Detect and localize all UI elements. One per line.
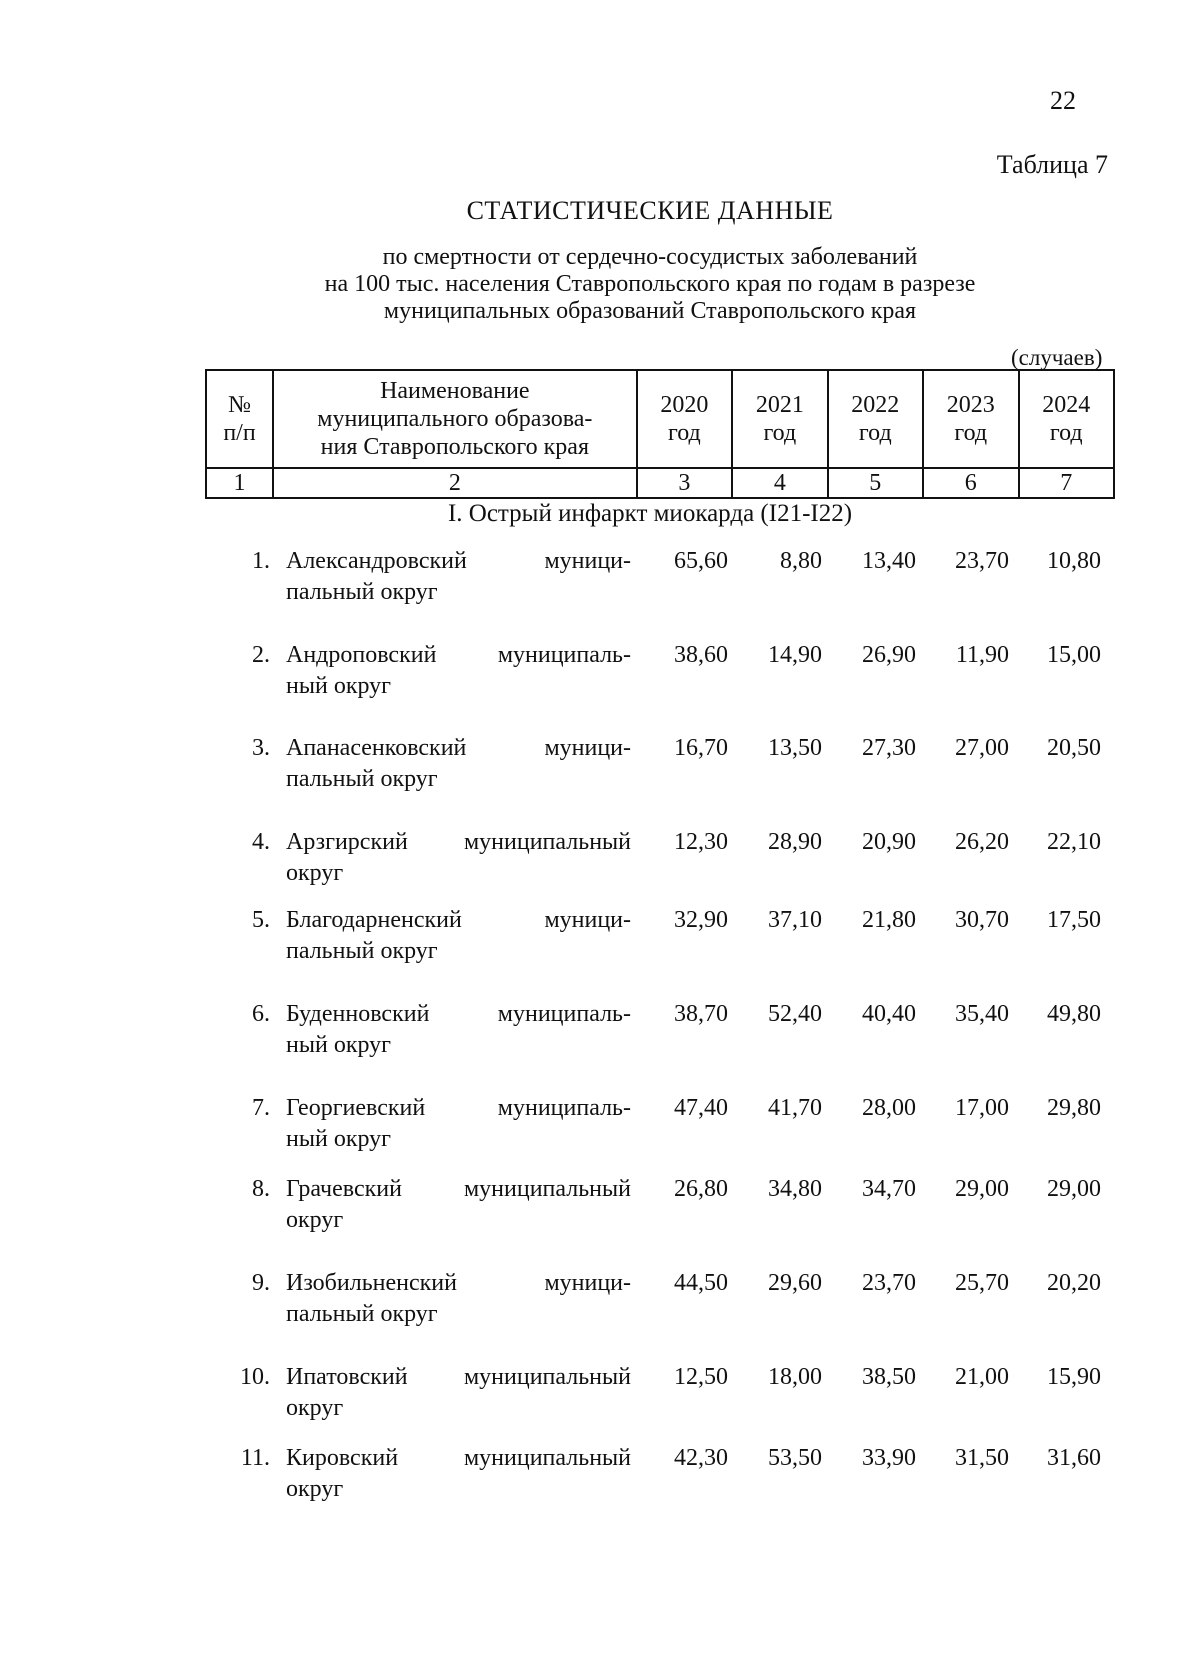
name-line-2: ный округ — [286, 673, 391, 699]
value-2024: 15,90 — [1047, 1364, 1101, 1390]
value-2024: 20,50 — [1047, 735, 1101, 761]
value-2021: 29,60 — [768, 1270, 822, 1296]
value-2023: 25,70 — [955, 1270, 1009, 1296]
header-cell-2023: 2023 год — [923, 370, 1018, 468]
value-2022: 34,70 — [862, 1176, 916, 1202]
municipality-name — [286, 1362, 631, 1424]
value-2023: 29,00 — [955, 1176, 1009, 1202]
value-2023: 31,50 — [955, 1445, 1009, 1471]
header-cell-2020: 2020 год — [637, 370, 732, 468]
table-row — [0, 546, 1200, 626]
table-row — [0, 1443, 1200, 1523]
header-cell-number: № п/п — [206, 370, 273, 468]
column-number: 7 — [1019, 468, 1115, 498]
value-2021: 37,10 — [768, 907, 822, 933]
municipality-name — [286, 1093, 631, 1155]
name-line-2: округ — [286, 1207, 344, 1233]
name-line-1: Буденновский муниципаль- — [286, 1001, 631, 1027]
table-row — [0, 905, 1200, 985]
row-number: 5. — [252, 907, 270, 933]
table-label: Таблица 7 — [996, 150, 1108, 179]
value-2020: 42,30 — [674, 1445, 728, 1471]
row-number: 10. — [240, 1364, 270, 1390]
municipality-name — [286, 999, 631, 1061]
value-2022: 23,70 — [862, 1270, 916, 1296]
column-number: 5 — [828, 468, 923, 498]
value-2024: 31,60 — [1047, 1445, 1101, 1471]
table-row — [0, 1093, 1200, 1173]
column-number: 1 — [206, 468, 273, 498]
name-line-2: округ — [286, 1395, 344, 1421]
value-2023: 11,90 — [955, 642, 1009, 668]
municipality-name — [286, 733, 631, 795]
value-2021: 52,40 — [768, 1001, 822, 1027]
document-subtitle: по смертности от сердечно-сосудистых заболеваний на 100 тыс. населения Ставропольского края по годам в разрезе муниципальных образований Ставропольского края — [324, 244, 976, 324]
units-label: (случаев) — [1011, 345, 1103, 370]
header-cell-2024: 2024 год — [1019, 370, 1115, 468]
name-line-1: Андроповский муниципаль- — [286, 642, 631, 668]
municipality-name — [286, 1268, 631, 1330]
value-2021: 41,70 — [768, 1095, 822, 1121]
value-2022: 13,40 — [862, 548, 916, 574]
name-line-1: Изобильненский муници- — [286, 1270, 631, 1296]
value-2021: 13,50 — [768, 735, 822, 761]
municipality-name — [286, 640, 631, 702]
table-row — [0, 1362, 1200, 1442]
value-2022: 40,40 — [862, 1001, 916, 1027]
header-row — [206, 370, 1114, 468]
table-row — [0, 640, 1200, 720]
row-number: 2. — [252, 642, 270, 668]
value-2023: 30,70 — [955, 907, 1009, 933]
name-line-1: Грачевский муниципальный — [286, 1176, 631, 1202]
name-line-2: пальный округ — [286, 579, 438, 605]
table-row — [0, 827, 1200, 907]
value-2023: 17,00 — [955, 1095, 1009, 1121]
value-2022: 38,50 — [862, 1364, 916, 1390]
value-2021: 8,80 — [780, 548, 822, 574]
value-2020: 44,50 — [674, 1270, 728, 1296]
name-line-2: ный округ — [286, 1126, 391, 1152]
column-number-row — [206, 468, 1114, 498]
value-2024: 20,20 — [1047, 1270, 1101, 1296]
name-line-1: Арзгирский муниципальный — [286, 829, 631, 855]
table-row — [0, 1268, 1200, 1348]
municipality-name — [286, 1174, 631, 1236]
value-2021: 34,80 — [768, 1176, 822, 1202]
value-2020: 32,90 — [674, 907, 728, 933]
value-2021: 28,90 — [768, 829, 822, 855]
value-2020: 26,80 — [674, 1176, 728, 1202]
value-2022: 20,90 — [862, 829, 916, 855]
name-line-2: округ — [286, 860, 344, 886]
value-2023: 27,00 — [955, 735, 1009, 761]
column-number: 6 — [923, 468, 1018, 498]
row-number: 1. — [252, 548, 270, 574]
value-2020: 65,60 — [674, 548, 728, 574]
name-line-1: Георгиевский муниципаль- — [286, 1095, 631, 1121]
municipality-name — [286, 905, 631, 967]
name-line-2: пальный округ — [286, 938, 438, 964]
value-2024: 22,10 — [1047, 829, 1101, 855]
name-line-2: пальный округ — [286, 1301, 438, 1327]
value-2023: 35,40 — [955, 1001, 1009, 1027]
row-number: 11. — [240, 1445, 270, 1471]
value-2022: 33,90 — [862, 1445, 916, 1471]
municipality-name — [286, 546, 631, 608]
value-2020: 47,40 — [674, 1095, 728, 1121]
value-2020: 38,60 — [674, 642, 728, 668]
municipality-name — [286, 827, 631, 889]
value-2021: 53,50 — [768, 1445, 822, 1471]
column-number: 2 — [273, 468, 637, 498]
section-title: I. Острый инфаркт миокарда (I21-I22) — [447, 500, 853, 527]
name-line-1: Ипатовский муниципальный — [286, 1364, 631, 1390]
document-title: СТАТИСТИЧЕСКИЕ ДАННЫЕ — [466, 196, 834, 225]
header-cell-2021: 2021 год — [732, 370, 827, 468]
value-2022: 26,90 — [862, 642, 916, 668]
name-line-1: Благодарненский муници- — [286, 907, 631, 933]
name-line-2: ный округ — [286, 1032, 391, 1058]
value-2022: 28,00 — [862, 1095, 916, 1121]
value-2024: 29,00 — [1047, 1176, 1101, 1202]
value-2024: 10,80 — [1047, 548, 1101, 574]
header-cell-2022: 2022 год — [828, 370, 923, 468]
value-2023: 26,20 — [955, 829, 1009, 855]
value-2021: 18,00 — [768, 1364, 822, 1390]
value-2024: 15,00 — [1047, 642, 1101, 668]
value-2020: 12,50 — [674, 1364, 728, 1390]
table-row — [0, 999, 1200, 1079]
table-row — [0, 1174, 1200, 1254]
column-number: 4 — [732, 468, 827, 498]
value-2020: 12,30 — [674, 829, 728, 855]
municipality-name — [286, 1443, 631, 1505]
value-2020: 16,70 — [674, 735, 728, 761]
column-number: 3 — [637, 468, 732, 498]
name-line-1: Александровский муници- — [286, 548, 631, 574]
row-number: 8. — [252, 1176, 270, 1202]
value-2024: 17,50 — [1047, 907, 1101, 933]
row-number: 7. — [252, 1095, 270, 1121]
value-2021: 14,90 — [768, 642, 822, 668]
value-2023: 21,00 — [955, 1364, 1009, 1390]
header-cell-name: Наименование муниципального образова- ния Ставропольского края — [273, 370, 637, 468]
value-2022: 27,30 — [862, 735, 916, 761]
table-row — [0, 733, 1200, 813]
value-2022: 21,80 — [862, 907, 916, 933]
value-2024: 49,80 — [1047, 1001, 1101, 1027]
page-number: 22 — [1050, 86, 1076, 115]
value-2024: 29,80 — [1047, 1095, 1101, 1121]
value-2023: 23,70 — [955, 548, 1009, 574]
row-number: 9. — [252, 1270, 270, 1296]
name-line-2: округ — [286, 1476, 344, 1502]
row-number: 4. — [252, 829, 270, 855]
name-line-1: Апанасенковский муници- — [286, 735, 631, 761]
table-header — [205, 369, 1115, 499]
name-line-2: пальный округ — [286, 766, 438, 792]
row-number: 6. — [252, 1001, 270, 1027]
value-2020: 38,70 — [674, 1001, 728, 1027]
name-line-1: Кировский муниципальный — [286, 1445, 631, 1471]
row-number: 3. — [252, 735, 270, 761]
